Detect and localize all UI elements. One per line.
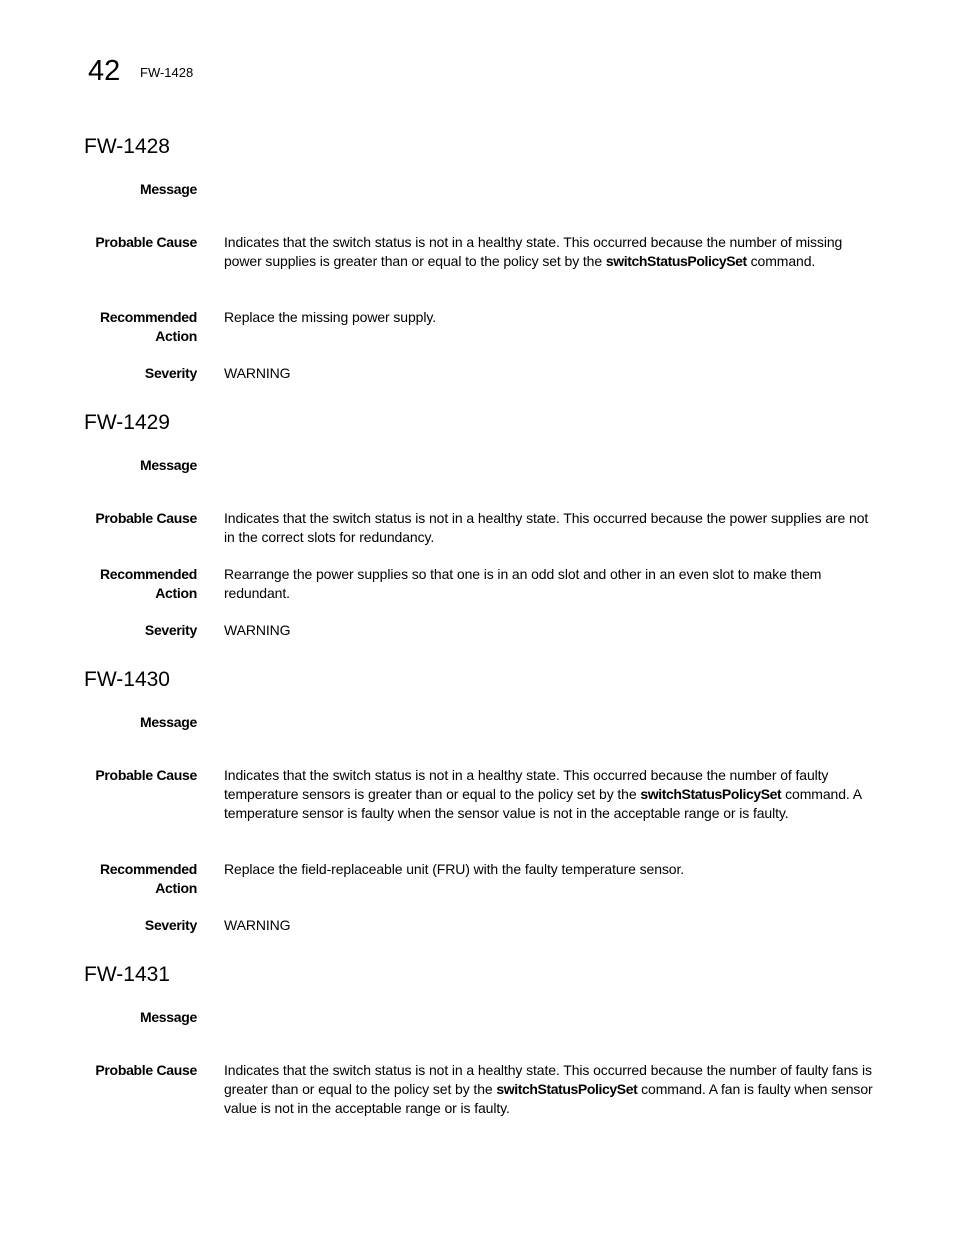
probable-cause-text: Indicates that the switch status is not in a healthy state. This occurred because the number of faulty fans is greater than or equal to the policy set by the switchStatusPolicySet command. A fan is faulty when sensor value is not in the acceptable range or is faulty. (224, 1062, 873, 1116)
severity-value: WARNING (224, 622, 291, 638)
recommended-action-label: Recommended Action (99, 309, 197, 344)
recommended-action-text: Rearrange the power supplies so that one is in an odd slot and other in an even slot to make them redundant. (224, 566, 822, 601)
command-name: switchStatusPolicySet (640, 786, 782, 802)
recommended-action-label: Recommended Action (99, 861, 197, 896)
probable-cause-label: Probable Cause (95, 767, 197, 783)
recommended-action-text: Replace the field-replaceable unit (FRU) with the faulty temperature sensor. (224, 861, 685, 877)
entry-title: FW-1428 (84, 135, 170, 158)
probable-cause-text: Indicates that the switch status is not in a healthy state. This occurred because the power supplies are not in the correct slots for redundancy. (224, 510, 869, 545)
message-label: Message (139, 457, 197, 473)
severity-value: WARNING (224, 917, 291, 933)
chapter-number: 42 (88, 55, 121, 87)
probable-cause-label: Probable Cause (95, 234, 197, 250)
probable-cause-label: Probable Cause (95, 510, 197, 526)
recommended-action-label: Recommended Action (99, 566, 197, 601)
severity-label: Severity (144, 917, 197, 933)
severity-label: Severity (144, 365, 197, 381)
recommended-action-text: Replace the missing power supply. (224, 309, 436, 325)
running-header-title: FW-1428 (140, 65, 194, 80)
probable-cause-label: Probable Cause (95, 1062, 197, 1078)
message-label: Message (139, 714, 197, 730)
probable-cause-text: Indicates that the switch status is not in a healthy state. This occurred because the number of faulty temperature sensors is greater than or equal to the policy set by the switchStatusPolicySet command. A temperature sensor is faulty when the sensor value is not in the acceptable range or is faulty. (224, 767, 862, 821)
command-name: switchStatusPolicySet (605, 253, 747, 269)
message-label: Message (139, 1009, 197, 1025)
entry-title: FW-1429 (84, 411, 170, 434)
entry-title: FW-1431 (84, 963, 170, 986)
probable-cause-text: Indicates that the switch status is not in a healthy state. This occurred because the number of missing power supplies is greater than or equal to the policy set by the switchStatusPolicySet command. (224, 234, 843, 269)
severity-value: WARNING (224, 365, 291, 381)
severity-label: Severity (144, 622, 197, 638)
command-name: switchStatusPolicySet (496, 1081, 638, 1097)
entry-title: FW-1430 (84, 668, 170, 691)
message-label: Message (139, 181, 197, 197)
